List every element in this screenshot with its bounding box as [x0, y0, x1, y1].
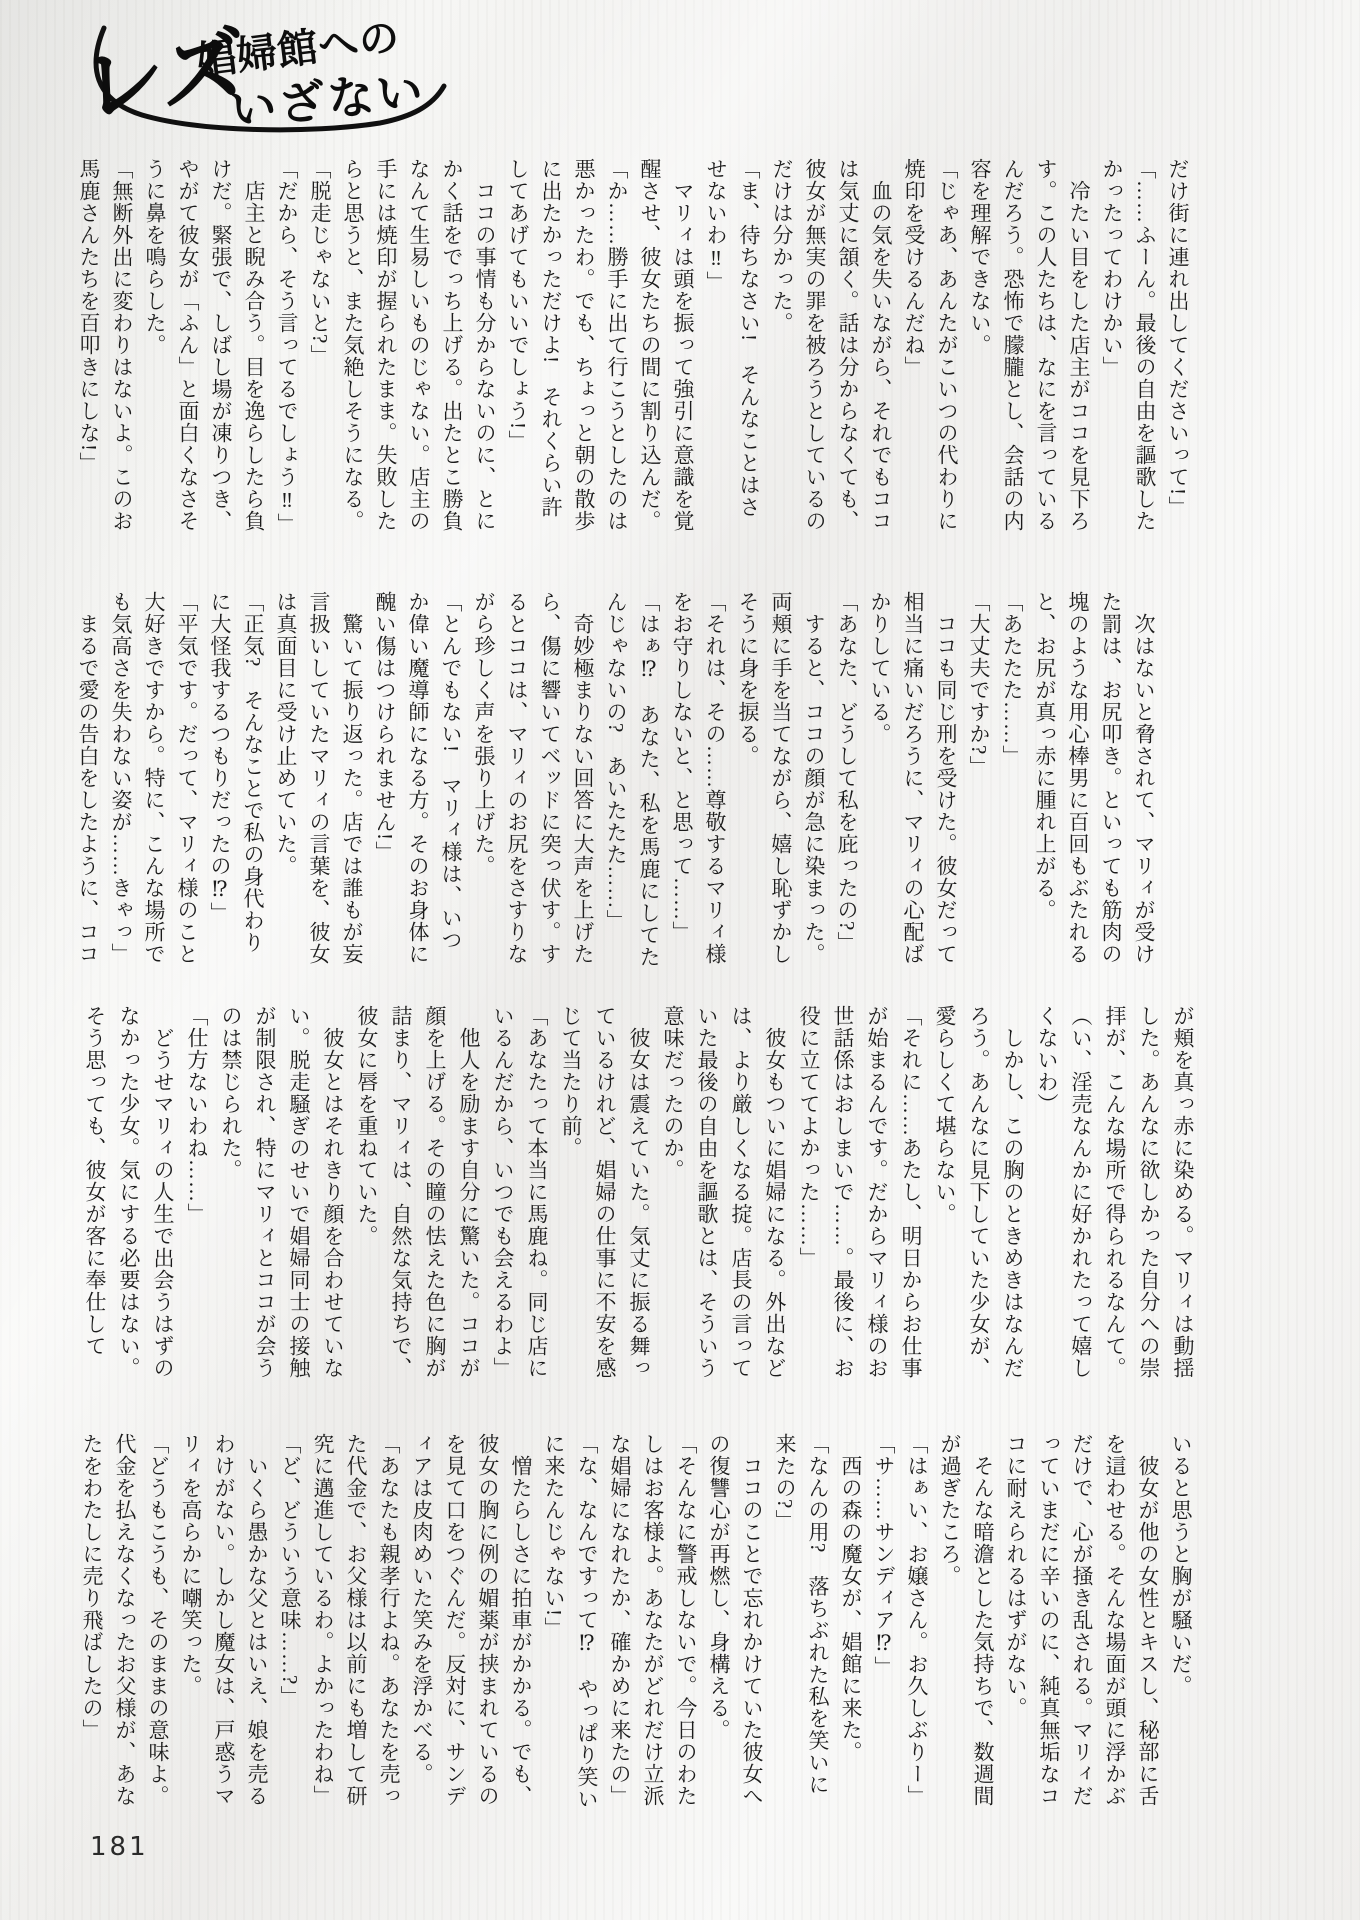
paragraph: 「大丈夫ですか?」 [967, 591, 991, 778]
paragraph: ココの事情も分からないのに、とにかく話をでっち上げる。出たとこ勝負なんて生易しいものじゃない。店主の手には焼印が握られたまま。失敗したらと思うと、また気絶しそうになる。 [341, 158, 497, 532]
paragraph: 「あなたも親孝行よね。あなたを売った代金で、お父様は以前にも増して研究に邁進しているわ。よかったわね」 [311, 1433, 401, 1807]
title-logo-art [48, 12, 458, 148]
paragraph: 西の森の魔女が、娼館に来た。 [839, 1455, 863, 1763]
paragraph: 「ま、待ちなさい! そんなことはさせないわ‼」 [704, 158, 761, 518]
paragraph: だけ街に連れ出してくださいって!」 [1166, 158, 1190, 518]
paragraph: 彼女とはそれきり顔を合わせていない。脱走騒ぎのせいで娼婦同士の接触が制限され、特にマリィとココが会うのは禁じられた。 [219, 1005, 345, 1379]
paragraph: 「無断外出に変わりはないよ。このお馬鹿さんたちを百叩きにしな!」 [77, 158, 134, 532]
paragraph: 彼女もついに娼婦になる。外出などは、より厳しくなる掟。店長の言っていた最後の自由を謳歌とは、そういう意味だったのか。 [661, 1005, 787, 1379]
paragraph: そんな暗澹とした気持ちで、数週間が過ぎたころ。 [938, 1433, 995, 1807]
paragraph: 奇妙極まりない回答に大声を上げたら、傷に響いてベッドに突っ伏す。するとココは、マリィのお尻をさすりながら珍しく声を張り上げた。 [472, 591, 595, 965]
paragraph: 「そんなに警戒しないで。今日のわたしはお客様よ。あなたがどれだけ立派な娼婦になれたか、確かめに来たの」 [608, 1433, 698, 1807]
paragraph: 「じゃあ、あんたがこいつの代わりに焼印を受けるんだね」 [902, 158, 959, 532]
paragraph: 「それは、その……尊敬するマリィ様をお守りしないと、と思って……」 [670, 591, 727, 965]
page-number: 181 [90, 1832, 149, 1862]
paragraph: いると思うと胸が騒いだ。 [1169, 1433, 1193, 1697]
paragraph: 「それに……あたし、明日からお仕事が始まるんです。だからマリィ様のお世話係はおしまいで……。最後に、お役に立ててよかった……」 [797, 1005, 923, 1379]
paragraph: 「あなたって本当に馬鹿ね。同じ店にいるんだから、いつでも会えるわよ」 [491, 1005, 549, 1379]
paragraph: 店主と睨み合う。目を逸らしたら負けだ。緊張で、しばし場が凍りつき、やがて彼女が「ふん」と面白くなさそうに鼻を鳴らした。 [143, 158, 266, 532]
paragraph: 次はないと脅されて、マリィが受けた罰は、お尻叩き。といっても筋肉の塊のような用心棒男に百回もぶたれると、お尻が真っ赤に腫れ上がる。 [1033, 591, 1156, 965]
paragraph: 「サ……サンディア⁉」 [872, 1433, 896, 1678]
paragraph: 他人を励ます自分に驚いた。ココが顔を上げる。その瞳の怯えた色に胸が詰まり、マリィは、自然な気持ちで、彼女に唇を重ねていた。 [355, 1005, 481, 1379]
paragraph: が頬を真っ赤に染める。マリィは動揺した。あんなに欲しかった自分への崇拝が、こんな場所で得られるなんて。 [1103, 1005, 1195, 1379]
text-band-4 [75, 1433, 1197, 1811]
paragraph: 「か……勝手に出て行こうとしたのは悪かったわ。でも、ちょっと朝の散歩に出たかっただけよ! それくらい許してあげてもいいでしょう!」 [506, 158, 629, 532]
paragraph: 「仕方ないわね……」 [185, 1005, 209, 1225]
paragraph: 「どうもこうも、そのままの意味よ。代金を払えなくなったお父様が、あなたをわたしに売り飛ばしたの」 [80, 1433, 170, 1807]
paragraph: ココも同じ刑を受けた。彼女だって相当に痛いだろうに、マリィの心配ばかりしている。 [868, 591, 958, 965]
paragraph: 「なんの用? 落ちぶれた私を笑いに来たの?」 [773, 1433, 830, 1796]
paragraph: 「正気? そんなことで私の身代わりに大怪我するつもりだったの⁉」 [208, 591, 265, 954]
paragraph: 「脱走じゃないと?」 [308, 158, 332, 367]
paragraph: 「ど、どういう意味……?」 [278, 1433, 302, 1708]
paragraph: 「……ふーん。最後の自由を謳歌したかったってわけかい」 [1100, 158, 1157, 532]
paragraph: 「あたたた……」 [1000, 591, 1024, 767]
paragraph: 彼女が他の女性とキスし、秘部に舌を這わせる。そんな場面が頭に浮かぶだけで、心が掻き乱される。マリィだっていまだに辛いのに、純真無垢なココに耐えられるはずがない。 [1004, 1433, 1160, 1807]
paragraph: ココのことで忘れかけていた彼女への復讐心が再燃し、身構える。 [707, 1433, 764, 1807]
paragraph: マリィは頭を振って強引に意識を覚醒させ、彼女たちの間に割り込んだ。 [638, 158, 695, 532]
paragraph: どうせマリィの人生で出会うはずのなかった少女。気にする必要はない。そう思っても、彼女が客に奉仕して [83, 1005, 175, 1379]
paragraph: 血の気を失いながら、それでもココは気丈に頷く。話は分からなくても、彼女が無実の罪を被ろうとしているのだけは分かった。 [770, 158, 893, 532]
paragraph: いくら愚かな父とはいえ、娘を売るわけがない。しかし魔女は、戸惑うマリィを高らかに嘲笑った。 [179, 1433, 269, 1807]
title-logo-big-text: レズ [78, 18, 248, 138]
paragraph: 「平気です。だって、マリィ様のこと大好きですから。特に、こんな場所でも気高さを失わない姿が……きゃっ」 [109, 591, 199, 965]
title-logo-bottom-text: いざない [227, 64, 428, 136]
paragraph: まるで愛の告白をしたように、ココ [76, 613, 100, 965]
text-band-1 [72, 158, 1194, 536]
paragraph: しかし、この胸のときめきはなんだろう。あんなに見下していた少女が、愛らしくて堪らない。 [933, 1005, 1025, 1379]
paragraph: 冷たい目をした店主がココを見下ろす。この人たちは、なにを言っているんだろう。恐怖で朦朧とし、会話の内容を理解できない。 [968, 158, 1091, 532]
paragraph: 「あなた、どうして私を庇ったの?」 [835, 591, 859, 954]
paragraph: 「だから、そう言ってるでしょう‼」 [275, 158, 299, 535]
text-band-2 [71, 591, 1160, 969]
title-logo-top-text: 娼婦館への [193, 14, 403, 84]
paragraph: 憎たらしさに拍車がかかる。でも、彼女の胸に例の媚薬が挟まれているのを見て口をつぐんだ。反対に、サンディアは皮肉めいた笑みを浮かべる。 [410, 1433, 533, 1807]
paragraph: 「とんでもない! マリィ様は、いつか偉い魔導師になる方。そのお身体に醜い傷はつけられません!」 [373, 591, 463, 965]
paragraph: 「はぁ⁉ あなた、私を馬鹿にしてたんじゃないの? あいたたた……」 [604, 591, 661, 968]
paragraph: すると、ココの顔が急に染まった。両頬に手を当てながら、嬉し恥ずかしそうに身を捩る。 [736, 591, 826, 965]
paragraph: 「な、なんですって⁉ やっぱり笑いに来たんじゃない!」 [542, 1433, 599, 1810]
text-band-3 [78, 1005, 1200, 1383]
paragraph: 「はぁい、お嬢さん。お久しぶりー」 [905, 1433, 929, 1807]
title-logo [48, 12, 458, 148]
paragraph: 驚いて振り返った。店では誰もが妄言扱いしていたマリィの言葉を、彼女は真面目に受け止めていた。 [274, 591, 364, 965]
paragraph: （い、淫売なんかに好かれたって嬉しくないわ） [1035, 1005, 1093, 1379]
paragraph: 彼女は震えていた。気丈に振る舞っているけれど、娼婦の仕事に不安を感じて当たり前。 [559, 1005, 651, 1379]
